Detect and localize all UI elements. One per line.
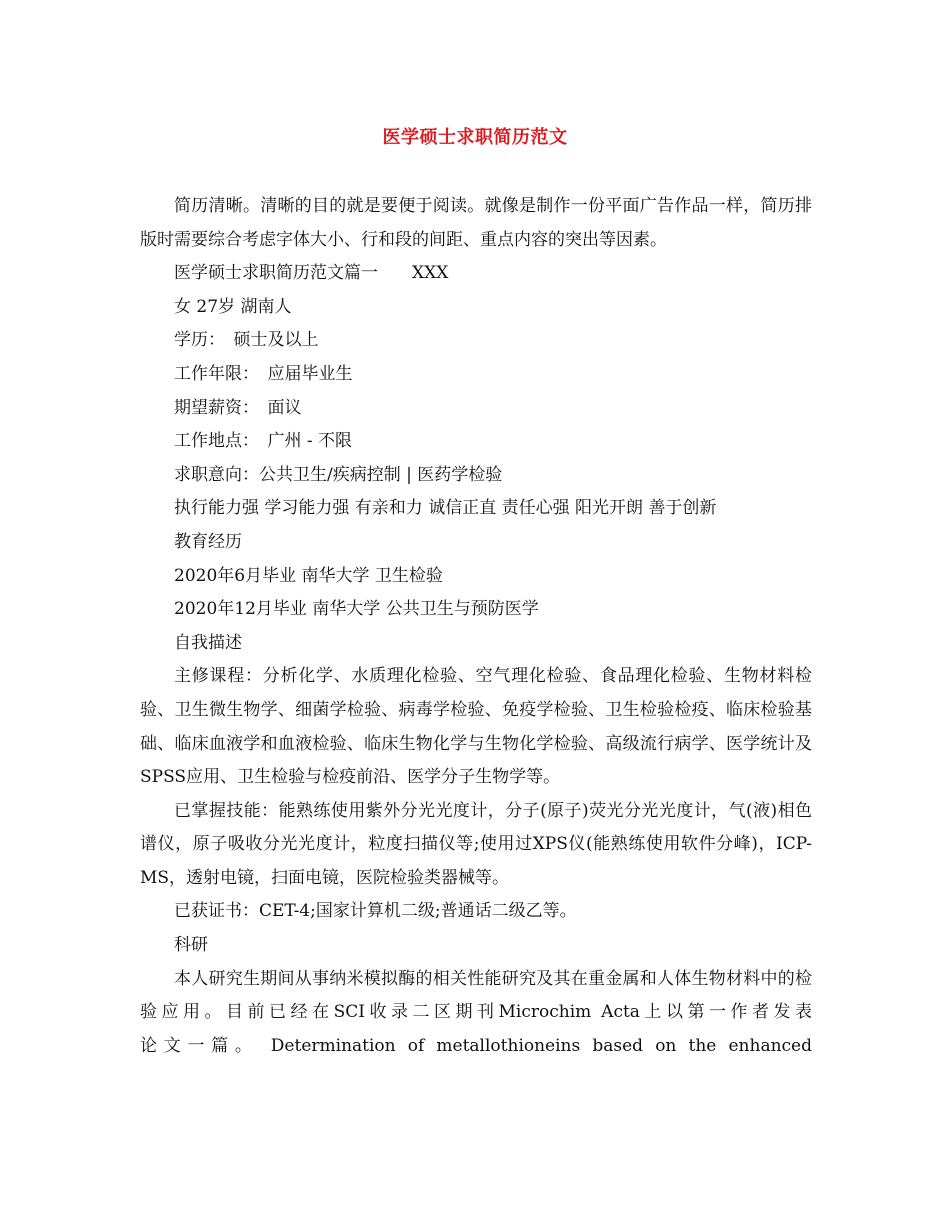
section-heading-self-description: 自我描述: [174, 632, 242, 653]
section-heading-education: 教育经历: [174, 531, 242, 552]
paragraph-salary: 期望薪资： 面议: [174, 397, 302, 418]
paragraph-personal-info: 女 27岁 湖南人: [174, 296, 292, 317]
paragraph-research-continued: 论文一篇。 Determination of metallothioneins based on the enhanced: [140, 1035, 812, 1056]
paragraph-strengths: 执行能力强 学习能力强 有亲和力 诚信正直 责任心强 阳光开朗 善于创新: [174, 498, 717, 519]
paragraph-courses: 主修课程：分析化学、水质理化检验、空气理化检验、食品理化检验、生物材料检验、卫生微生物学、细菌学检验、病毒学检验、免疫学检验、卫生检验检疫、临床检验基础、临床血液学和血液检验、临床生物化学与生物化学检验、高级流行病学、医学统计及SPSS应用、卫生检验与检疫前沿、医学分子生物学等。: [140, 666, 812, 788]
document-title: 医学硕士求职简历范文: [382, 127, 568, 148]
paragraph-job-intention: 求职意向：公共卫生/疾病控制 | 医药学检验: [174, 464, 503, 485]
paragraph-heading-sample: 医学硕士求职简历范文篇一 XXX: [174, 263, 449, 284]
document-body: [140, 190, 812, 1063]
paragraph-location: 工作地点： 广州 - 不限: [174, 431, 353, 452]
paragraph-education-2: 2020年12月毕业 南华大学 公共卫生与预防医学: [174, 599, 539, 620]
paragraph-skills: 已掌握技能：能熟练使用紫外分光光度计，分子(原子)荧光分光光度计，气(液)相色谱仪，原子吸收分光光度计，粒度扫描仪等;使用过XPS仪(能熟练使用软件分峰)，ICP-MS，透射电镜，扫面电镜，医院检验类器械等。: [140, 800, 812, 888]
paragraph-research: 本人研究生期间从事纳米模拟酶的相关性能研究及其在重金属和人体生物材料中的检验应用。目前已经在SCI收录二区期刊Microchim Acta上以第一作者发表: [140, 968, 812, 1023]
paragraph-intro: 简历清晰。清晰的目的就是要便于阅读。就像是制作一份平面广告作品一样，简历排版时需要综合考虑字体大小、行和段的间距、重点内容的突出等因素。: [140, 196, 812, 250]
paragraph-education-level: 学历： 硕士及以上: [174, 330, 319, 351]
paragraph-education-1: 2020年6月毕业 南华大学 卫生检验: [174, 565, 443, 586]
paragraph-work-years: 工作年限： 应届毕业生: [174, 363, 353, 384]
section-heading-research: 科研: [174, 935, 208, 956]
paragraph-certificates: 已获证书：CET-4;国家计算机二级;普通话二级乙等。: [174, 901, 577, 922]
